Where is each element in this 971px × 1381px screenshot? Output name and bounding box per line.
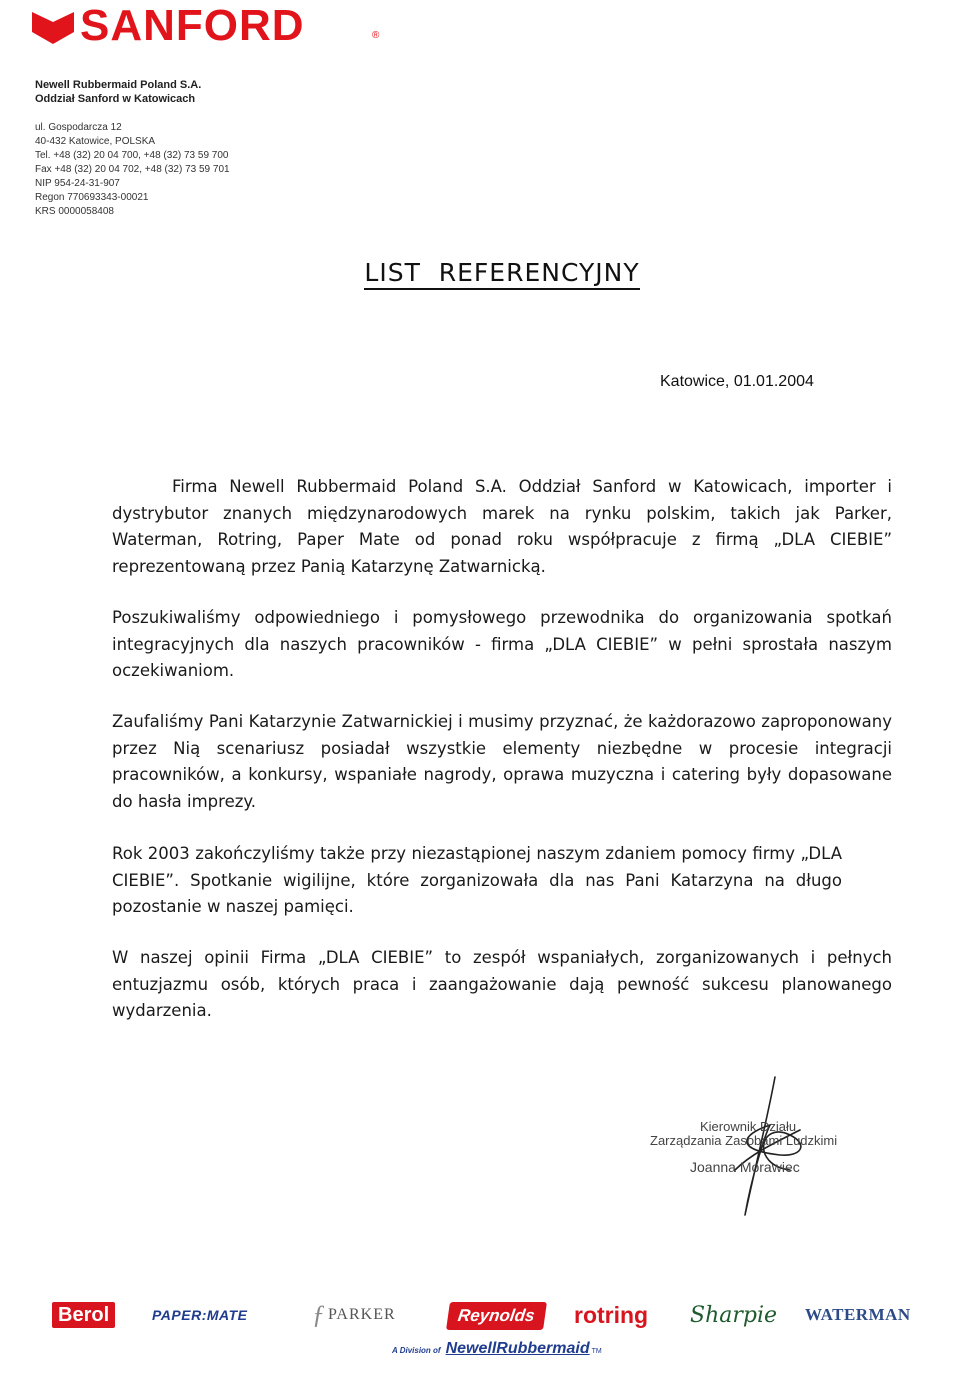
papermate-logo: PAPER:MATE [152, 1307, 248, 1323]
signature-title-line2: Zarządzania Zasobami Ludzkimi [650, 1133, 838, 1148]
paragraph: Rok 2003 zakończyliśmy także przy niezastąpionej naszym zdaniem pomocy firmy „DLA CIEBIE”. Spotkanie wigilijne, które zorganizowała dla nas Pani Katarzyna na długo pozostanie w naszej pamięci. [112, 844, 842, 916]
division-name: NewellRubbermaid [445, 1340, 590, 1357]
sanford-logo [30, 1, 390, 50]
waterman-logo: WATERMAN [805, 1305, 911, 1324]
address-line: ul. Gospodarcza 12 [35, 122, 122, 133]
company-branch: Oddział Sanford w Katowicach [35, 93, 196, 105]
phone-line: Tel. +48 (32) 20 04 700, +48 (32) 73 59 700 [35, 150, 229, 161]
company-name: Newell Rubbermaid Poland S.A. [35, 79, 202, 91]
paragraph: Zaufaliśmy Pani Katarzynie Zatwarnickiej i musimy przyznać, że każdorazowo zaproponowany przez Nią scenariusz posiadał wszystkie elementy niezbędne w procesie integracji pracowników, a konkursy, wspaniałe nagrody, oprawa muzyczna i catering były dopasowane do hasła imprezy. [112, 712, 892, 811]
letter-date: Katowice, 01.01.2004 [660, 373, 814, 390]
sharpie-logo: Sharpie [690, 1302, 778, 1328]
paragraph: Firma Newell Rubbermaid Poland S.A. Oddział Sanford w Katowicach, importer i dystrybutor znanych międzynarodowych marek na rynku polskim, takich jak Parker, Waterman, Rotring, Paper Mate od ponad roku współpracuje z firmą „DLA CIEBIE” reprezentowaną przez Panią Katarzynę Zatwarnicką. [112, 477, 892, 576]
logo-wordmark: SANFORD [80, 1, 305, 50]
newell-division-logo [392, 1340, 602, 1358]
paragraph: Poszukiwaliśmy odpowiedniego i pomysłowego przewodnika do organizowania spotkań integracyjnych dla naszych pracowników - firma „DLA CIEBIE” w pełni sprostała naszym oczekiwaniom. [112, 608, 892, 680]
nip-line: NIP 954-24-31-907 [35, 178, 120, 189]
sanford-chevron-icon [30, 8, 76, 48]
krs-line: KRS 0000058408 [35, 206, 114, 217]
division-prefix: A Division of [392, 1346, 441, 1355]
paragraph: W naszej opinii Firma „DLA CIEBIE” to zespół wspaniałych, zorganizowanych i pełnych entuzjazmu osób, których praca i zaangażowanie dają pewność sukcesu planowanego wydarzenia. [112, 948, 892, 1020]
reynolds-logo: Reynolds [446, 1302, 546, 1330]
letter-title-text: LIST REFERENCYJNY [364, 258, 639, 290]
rotring-logo: rotring [574, 1301, 649, 1328]
parker-wordmark: PARKER [328, 1306, 396, 1323]
signature-title-line1: Kierownik Działu [700, 1119, 797, 1134]
regon-line: Regon 770693343-00021 [35, 192, 149, 203]
parker-pen-icon: ƒ [312, 1300, 326, 1329]
parker-logo [312, 1298, 396, 1332]
fax-line: Fax +48 (32) 20 04 702, +48 (32) 73 59 701 [35, 164, 230, 175]
signature-name: Joanna Morawiec [690, 1159, 800, 1175]
registered-mark: ® [372, 30, 380, 41]
division-tm: TM [591, 1348, 602, 1355]
letter-title [0, 258, 971, 287]
signature-block [640, 1075, 880, 1220]
address-line: 40-432 Katowice, POLSKA [35, 136, 156, 147]
berol-logo: Berol [52, 1302, 115, 1328]
